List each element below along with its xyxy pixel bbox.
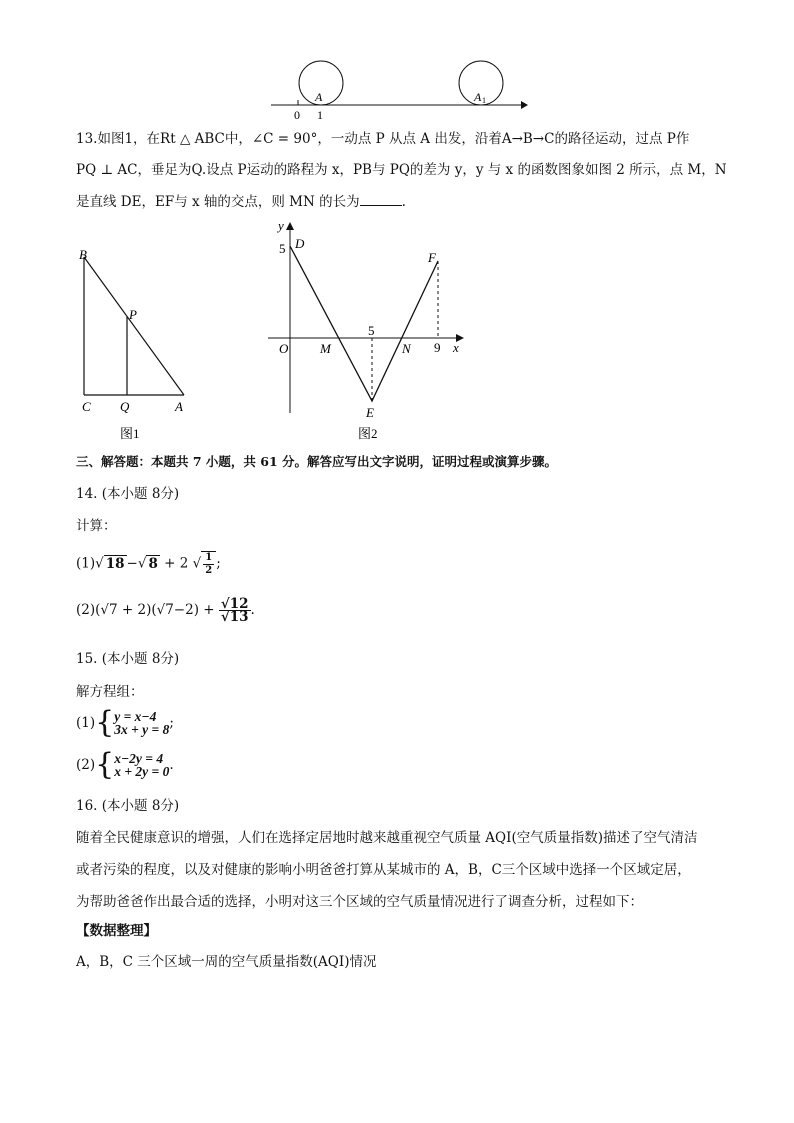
q16-line2: 或者污染的程度，以及对健康的影响小明爸爸打算从某城市的 A，B，C三个区域中选择一个区域定居， [76,862,691,878]
q16-line3: 为帮助爸爸作出最合适的选择，小明对这三个区域的空气质量情况进行了调查分析，过程如下： [76,894,643,910]
label-n: N [402,341,411,356]
q14-p1-radicand-a: 18 [105,555,125,572]
tick-label-0: 0 [294,108,300,122]
frac-num: 1 [205,552,213,563]
q15-p1-system [114,710,169,736]
q15-p2-prefix: (2) [76,757,96,773]
q15-part1 [76,705,174,740]
sqrt-symbol: √ [95,555,104,572]
q14-p1-end: ; [216,555,221,572]
frac-den: 2 [205,565,213,576]
equation-1: y = x−4 [114,709,157,724]
q13-line2: PQ ⊥ AC，垂足为Q.设点 P运动的路程为 x，PB与 PQ的差为 y，y 与 x 的函数图象如图 2 所示，点 M，N [76,162,727,178]
label-c: C [82,399,91,414]
section-3-heading: 三、解答题：本题共 7 小题，共 61 分。解答应写出文字说明，证明过程或演算步骤。 [76,454,558,469]
tick-x5: 5 [368,323,375,338]
label-p: P [129,307,137,322]
label-b: B [79,247,87,262]
tick-x9: 9 [434,340,441,355]
figure-2-graph [260,218,470,448]
tick-y5: 5 [279,241,286,256]
q14-p2-prefix: (2) [76,602,96,618]
label-m: M [320,341,331,356]
figure-1-caption: 图1 [120,426,140,441]
axis-label-x: x [453,340,459,355]
sqrt-symbol: √ [192,555,202,572]
tick-label-1: 1 [317,108,323,122]
rolling-circle-figure [266,55,531,125]
q13-line3-text: 是直线 DE，EF与 x 轴的交点，则 MN 的长为 [76,194,360,210]
brace-symbol: { [95,705,115,740]
frac-num: √12 [220,596,249,612]
q14-p1-coef: 2 [179,555,189,572]
q16-line4: A，B，C 三个区域一周的空气质量指数(AQI)情况 [76,954,377,970]
label-a1: A [474,90,482,104]
q14-p2-expr: (√7 + 2)(√7−2) + [95,602,215,618]
q15-p1-end: ; [169,715,174,731]
q14-part1: (1)√ 18 −√ 8 + 2 √ $\frac{1}{2}$ ; [76,552,221,576]
q14-p2-end: . [250,602,255,618]
q15-intro: 解方程组： [76,684,144,700]
label-a: A [315,90,323,104]
label-q: Q [120,399,130,414]
label-o: O [279,341,289,356]
q16-heading: 16. (本小题 8分) [76,798,180,814]
q16-data-section: 【数据整理】 [76,923,157,939]
label-d: D [295,236,305,251]
q14-part2 [76,598,255,623]
label-a: A [175,399,183,414]
answer-blank [360,192,402,206]
label-f: F [428,250,436,265]
label-e: E [366,405,374,420]
q15-p2-end: . [169,757,174,773]
figure-1-triangle [72,245,202,445]
q15-part2 [76,747,174,782]
q14-p2-frac [219,598,251,623]
q14-heading: 14. (本小题 8分) [76,486,180,502]
axis-label-y: y [278,218,284,233]
sqrt-symbol: √ [137,555,147,572]
q14-p1-radicand-b: 8 [148,555,158,572]
q15-p1-prefix: (1) [76,715,96,731]
q13-line3 [76,192,406,211]
q14-intro: 计算： [76,518,117,534]
graph-line-def [290,246,438,401]
q14-p1-frac [201,551,216,577]
number-line-arrow [521,101,528,109]
equation-2: x + 2y = 0 [114,764,170,779]
q15-p2-system [114,752,169,778]
q13-line3-end: . [401,194,406,210]
figure-2-caption: 图2 [358,426,378,441]
brace-symbol: { [95,747,115,782]
equation-2: 3x + y = 8 [114,722,170,737]
q15-heading: 15. (本小题 8分) [76,651,180,667]
q16-line1: 随着全民健康意识的增强，人们在选择定居地时越来越重视空气质量 AQI(空气质量指数)描述了空气清洁 [76,830,698,846]
q13-line1: 13.如图1，在Rt △ ABC中，∠C = 90°，一动点 P 从点 A 出发，沿着A→B→C的路径运动，过点 P作 [76,131,690,147]
label-a1-sub: 1 [482,96,486,105]
frac-den: √13 [220,609,249,625]
equation-1: x−2y = 4 [114,751,164,766]
q14-p1-prefix: (1) [76,555,96,572]
